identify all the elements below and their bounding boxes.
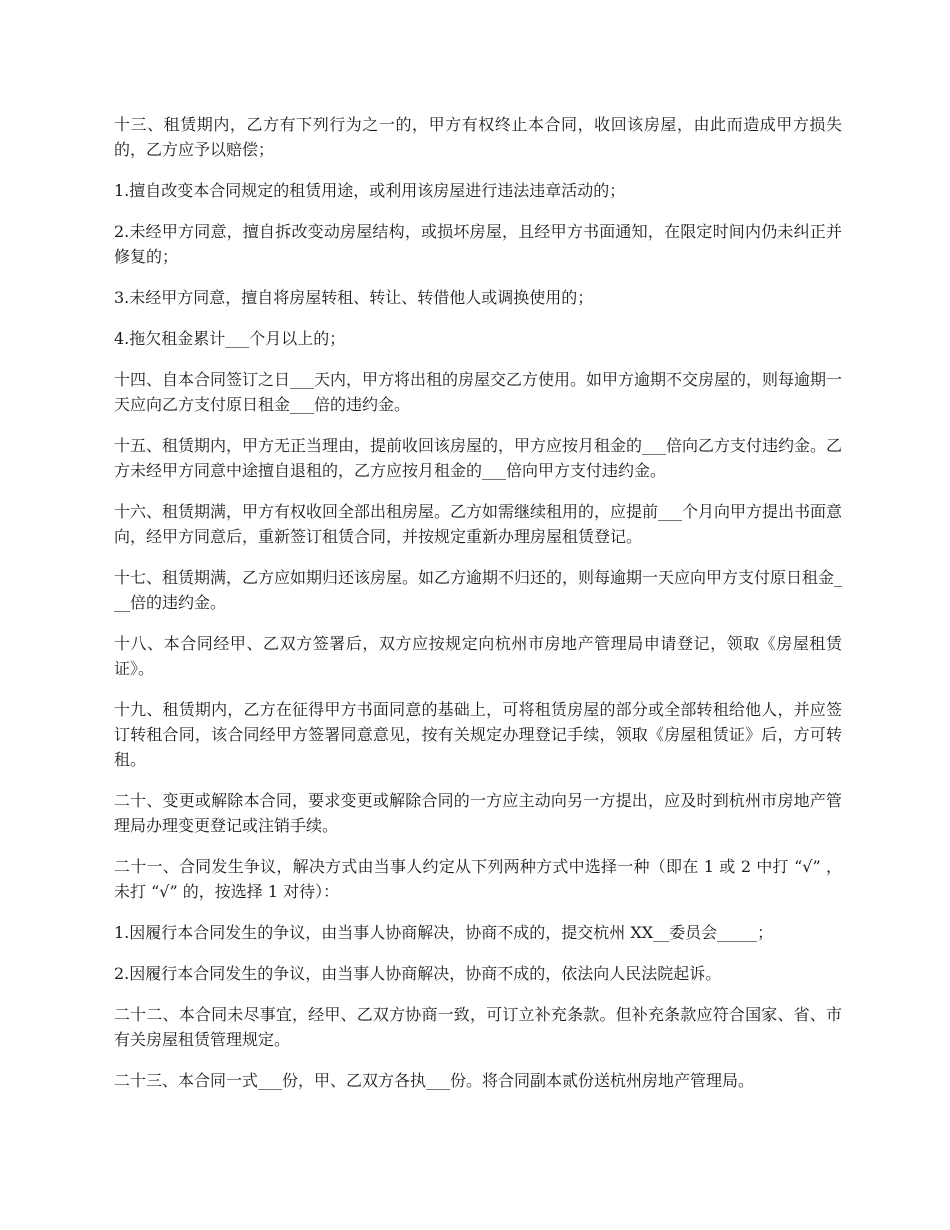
clause-21-option-2: 2.因履行本合同发生的争议，由当事人协商解决，协商不成的，依法向人民法院起诉。 <box>114 964 722 983</box>
clause-17: 十七、租赁期满，乙方应如期归还该房屋。如乙方逾期不归还的，则每逾期一天应向甲方支付原日租金___倍的违约金。 <box>114 568 843 612</box>
clause-21-option-1: 1.因履行本合同发生的争议，由当事人协商解决，协商不成的，提交杭州 XX__委员会_____； <box>114 923 774 942</box>
clause-13: 十三、租赁期内，乙方有下列行为之一的，甲方有权终止本合同，收回该房屋，由此而造成甲方损失的，乙方应予以赔偿； <box>114 115 842 159</box>
clause-18: 十八、本合同经甲、乙双方签署后，双方应按规定向杭州市房地产管理局申请登记，领取《房屋租赁证》。 <box>114 634 842 678</box>
clause-20: 二十、变更或解除本合同，要求变更或解除合同的一方应主动向另一方提出，应及时到杭州市房地产管理局办理变更登记或注销手续。 <box>114 791 842 835</box>
clause-19: 十九、租赁期内，乙方在征得甲方书面同意的基础上，可将租赁房屋的部分或全部转租给他人，并应签订转租合同，该合同经甲方签署同意意见，按有关规定办理登记手续，领取《房屋租赁证》后，方可转租。 <box>114 700 842 769</box>
clause-13-item-3: 3.未经甲方同意，擅自将房屋转租、转让、转借他人或调换使用的； <box>114 288 594 307</box>
clause-21: 二十一、合同发生争议，解决方式由当事人约定从下列两种方式中选择一种（即在 1 或 2 中打 “√” ，未打 “√” 的，按选择 1 对待）： <box>114 857 842 901</box>
clause-13-item-4: 4.拖欠租金累计___个月以上的； <box>114 329 346 348</box>
document-page <box>114 112 842 1109</box>
clause-23: 二十三、本合同一式___份，甲、乙双方各执___份。将合同副本贰份送杭州房地产管理局。 <box>114 1071 755 1090</box>
clause-16: 十六、租赁期满，甲方有权收回全部出租房屋。乙方如需继续租用的，应提前___个月向甲方提出书面意向，经甲方同意后，重新签订租赁合同，并按规定重新办理房屋租赁登记。 <box>114 502 843 546</box>
clause-14: 十四、自本合同签订之日___天内，甲方将出租的房屋交乙方使用。如甲方逾期不交房屋的，则每逾期一天应向乙方支付原日租金___倍的违约金。 <box>114 370 843 414</box>
clause-22: 二十二、本合同未尽事宜，经甲、乙双方协商一致，可订立补充条款。但补充条款应符合国家、省、市有关房屋租赁管理规定。 <box>114 1005 842 1049</box>
clause-15: 十五、租赁期内，甲方无正当理由，提前收回该房屋的，甲方应按月租金的___倍向乙方支付违约金。乙方未经甲方同意中途擅自退租的，乙方应按月租金的___倍向甲方支付违约金。 <box>114 436 843 480</box>
clause-13-item-1: 1.擅自改变本合同规定的租赁用途，或利用该房屋进行违法违章活动的； <box>114 181 626 200</box>
clause-13-item-2: 2.未经甲方同意，擅自拆改变动房屋结构，或损坏房屋，且经甲方书面通知，在限定时间内仍未纠正并修复的； <box>114 222 842 266</box>
